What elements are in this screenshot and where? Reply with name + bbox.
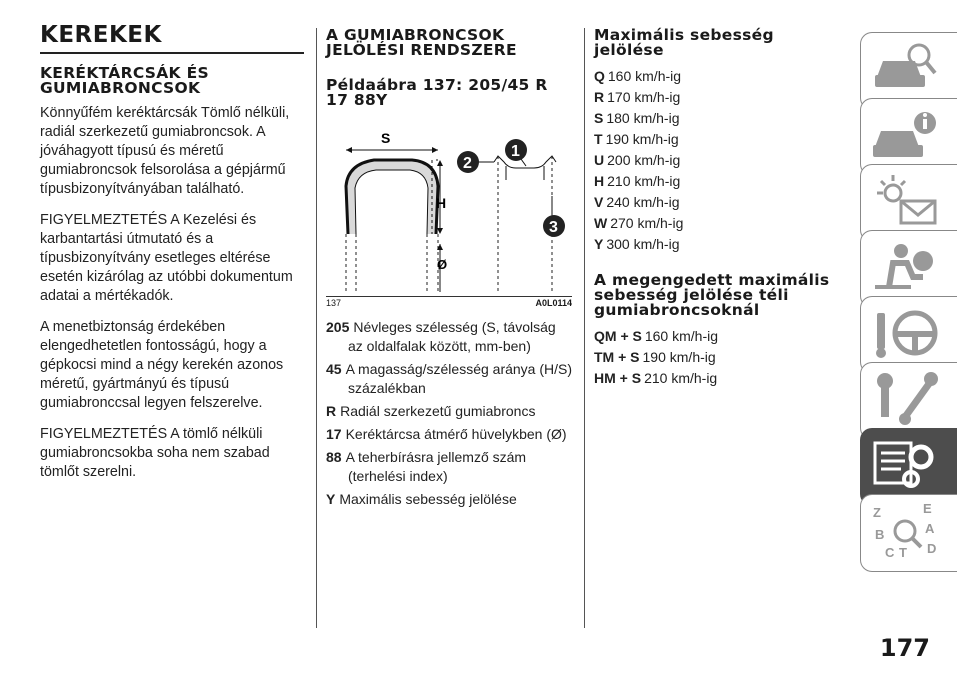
column-divider (316, 28, 317, 628)
legend-item: 205 Névleges szélesség (S, távolság az oldalfalak között, mm-ben) (326, 319, 556, 354)
speed-row: HM + S 210 km/h-ig (594, 370, 718, 386)
section-title: KEREKEK (40, 22, 304, 54)
car-info-icon (871, 105, 941, 165)
height-label: H (436, 195, 447, 211)
width-label: S (381, 130, 391, 146)
steering-wheel-icon (871, 303, 941, 363)
warning-paragraph: FIGYELMEZTETÉS A Kezelési és karbantartási útmutató és a típusbizonyítvány esetleges eltérése esetén kizárólag az utóbbi dokumentum adatai a mértékadók. (40, 212, 293, 304)
speed-row: QM + S 160 km/h-ig (594, 328, 719, 344)
index-letter-b: B (875, 527, 885, 542)
tyre-marking-column (326, 22, 574, 513)
airbag-icon (871, 237, 941, 297)
speed-row: Y 300 km/h-ig (594, 236, 680, 252)
legend-item: 88 A teherbírásra jellemző szám (terhelési index) (326, 449, 527, 484)
diameter-label: Ø (437, 257, 448, 272)
technical-data-icon (871, 435, 941, 495)
index-letter-d: D (927, 541, 937, 556)
callout-2: 2 (463, 155, 472, 172)
figure-number: 137 (326, 298, 342, 308)
section-subtitle: KERÉKTÁRCSÁK ÉS GUMIABRONCSOK (40, 64, 209, 97)
speed-rating-column (594, 22, 834, 389)
figure-code: A0L0114 (535, 298, 572, 308)
tab-index[interactable] (860, 494, 957, 572)
speed-row: Q 160 km/h-ig (594, 68, 682, 84)
car-dashboard-icon (871, 39, 941, 99)
marking-legend (326, 318, 574, 509)
speed-row: TM + S 190 km/h-ig (594, 349, 716, 365)
legend-item: Y Maximális sebesség jelölése (326, 491, 517, 507)
speed-row: W 270 km/h-ig (594, 215, 684, 231)
figure-caption (326, 298, 572, 308)
winter-speed-heading: A megengedett maximális sebesség jelölése téli gumiabroncsoknál (594, 271, 830, 319)
legend-item: 17 Keréktárcsa átmérő hüvelykben (Ø) (326, 426, 567, 442)
figure-example-title: Példaábra 137: 205/45 R 17 88Y (326, 76, 548, 109)
section-title: A GUMIABRONCSOK JELÖLÉSI RENDSZERE (326, 26, 517, 59)
speed-row: T 190 km/h-ig (594, 131, 679, 147)
index-letters-icon (871, 501, 941, 561)
speed-row: V 240 km/h-ig (594, 194, 680, 210)
index-letter-c: C (885, 545, 895, 560)
paragraph: Könnyűfém keréktárcsák Tömlő nélküli, radiál szerkezetű gumiabroncsok. A jóváhagyott típusú és méretű gumiabroncsok felsorolása a gépjármű típusbizonyítványában található. (40, 105, 290, 197)
wrench-icon (871, 369, 941, 429)
wheels-column (40, 22, 304, 494)
speed-rating-heading: Maximális sebesség jelölése (594, 26, 774, 59)
index-letter-a: A (925, 521, 935, 536)
speed-rating-list (594, 66, 834, 255)
page-number: 177 (879, 634, 930, 662)
index-letter-e: E (923, 501, 932, 516)
legend-item: R Radiál szerkezetű gumiabroncs (326, 403, 536, 419)
column-divider (584, 28, 585, 628)
legend-item: 45 A magasság/szélesség aránya (H/S) százalékban (326, 361, 573, 396)
speed-row: H 210 km/h-ig (594, 173, 681, 189)
speed-row: S 180 km/h-ig (594, 110, 680, 126)
paragraph: A menetbiztonság érdekében elengedhetetlen fontosságú, hogy a gépkocsi mind a négy kerekén azonos méretű, gyártmányú és típusú gumiabronccsal legyen felszerelve. (40, 319, 284, 411)
winter-speed-list (594, 326, 834, 389)
warning-paragraph: FIGYELMEZTETÉS A tömlő nélküli gumiabroncsokba soha nem szabad tömlőt szerelni. (40, 426, 270, 480)
speed-row: R 170 km/h-ig (594, 89, 681, 105)
callout-3: 3 (549, 219, 558, 236)
tyre-cross-section-diagram (326, 116, 572, 296)
index-letter-t: T (899, 545, 907, 560)
speed-row: U 200 km/h-ig (594, 152, 681, 168)
warning-light-icon (871, 171, 941, 231)
tyre-figure (326, 116, 572, 297)
index-letter-z: Z (873, 505, 881, 520)
callout-1: 1 (511, 143, 520, 160)
